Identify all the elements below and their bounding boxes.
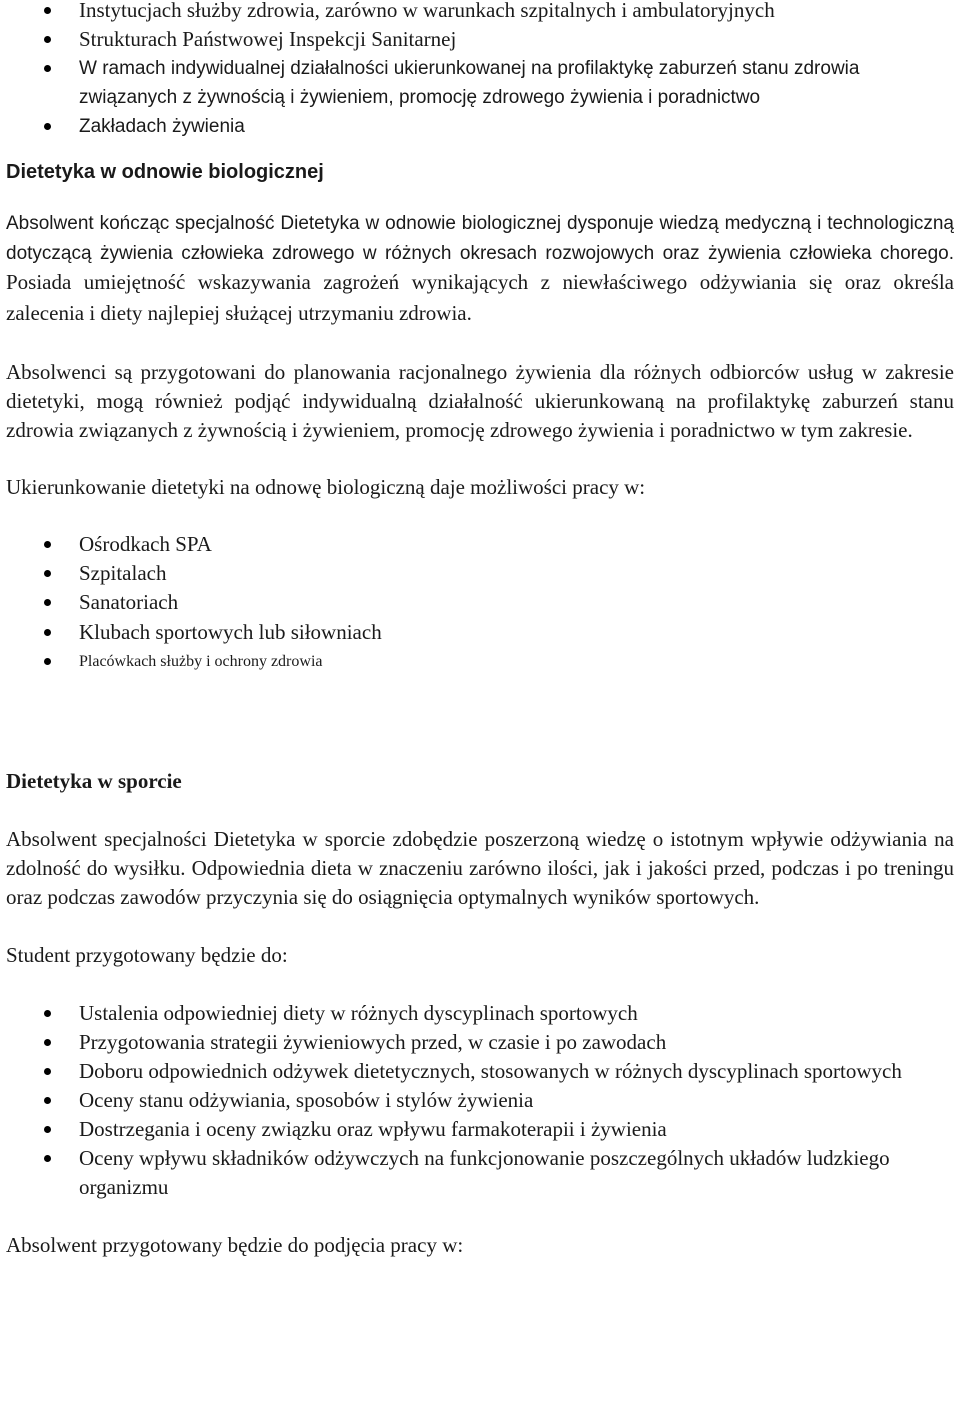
list-item: Oceny wpływu składników odżywczych na funkcjonowanie poszczególnych układów ludzkiego organizmu: [6, 1144, 954, 1202]
odnowa-paragraph-1-lead: Absolwent kończąc specjalność Dietetyka w odnowie biologicznej dysponuje wiedzą medyczną i technologiczną dotyczącą żywienia człowieka zdrowego w różnych okresach rozwojowych oraz żywienia człowieka chorego.: [6, 213, 954, 264]
list-item: Doboru odpowiednich odżywek dietetycznych, stosowanych w różnych dyscyplinach sportowych: [6, 1057, 954, 1086]
skills-list: [6, 999, 954, 1202]
list-item: Strukturach Państwowej Inspekcji Sanitarnej: [6, 25, 954, 54]
list-item: Klubach sportowych lub siłowniach: [6, 618, 954, 647]
document-page: [6, 0, 954, 1260]
sport-paragraph-1-lead: Absolwent specjalności Dietetyka w sporcie zdobędzie poszerzoną wiedzę o istotnym wpływie odżywiania na zdolność do wysiłku.: [6, 827, 954, 881]
workplace-list: [6, 530, 954, 676]
odnowa-paragraph-2: Absolwenci są przygotowani do planowania racjonalnego żywienia dla różnych odbiorców usług w zakresie dietetyki, mogą również podjąć indywidualną działalność ukierunkowaną na profilaktykę zaburzeń stanu zdrowia związanych z żywnością i żywieniem, promocję zdrowego żywienia i poradnictwo w tym zakresie.: [6, 360, 954, 442]
closing-line: Absolwent przygotowany będzie do podjęcia pracy w:: [6, 1233, 464, 1258]
intro-list: [6, 0, 954, 141]
odnowa-paragraph-1-tail: Posiada umiejętność wskazywania zagrożeń wynikających z niewłaściwego odżywiania się oraz określa zalecenia i diety najlepiej służącej utrzymaniu zdrowia.: [6, 270, 954, 325]
list-item: Sanatoriach: [6, 588, 954, 617]
section-heading-sport: Dietetyka w sporcie: [6, 769, 182, 794]
section-heading-odnowa: Dietetyka w odnowie biologicznej: [6, 161, 324, 183]
sport-paragraph-1-tail: Odpowiednia dieta w znaczeniu zarówno ilości, jak i jakości przed, podczas i po treningu oraz podczas zawodów przyczynia się do osiągnięcia optymalnych wyników sportowych.: [6, 856, 955, 910]
sport-paragraph-1: [6, 825, 954, 912]
list-item: Szpitalach: [6, 559, 954, 588]
list-item: Ustalenia odpowiedniej diety w różnych dyscyplinach sportowych: [6, 999, 954, 1028]
odnowa-paragraph-3: Ukierunkowanie dietetyki na odnowę biologiczną daje możliwości pracy w:: [6, 475, 646, 499]
list-item: Zakładach żywienia: [6, 112, 954, 141]
list-item: Placówkach służby i ochrony zdrowia: [6, 647, 954, 676]
list-item: Przygotowania strategii żywieniowych przed, w czasie i po zawodach: [6, 1028, 954, 1057]
list-item: Dostrzegania i oceny związku oraz wpływu farmakoterapii i żywienia: [6, 1115, 954, 1144]
odnowa-paragraph-1: [6, 209, 954, 329]
student-intro: Student przygotowany będzie do:: [6, 943, 288, 968]
list-item: Instytucjach służby zdrowia, zarówno w warunkach szpitalnych i ambulatoryjnych: [6, 0, 954, 25]
list-item: Ośrodkach SPA: [6, 530, 954, 559]
list-item: W ramach indywidualnej działalności ukierunkowanej na profilaktykę zaburzeń stanu zdrowia związanych z żywnością i żywieniem, promocję zdrowego żywienia i poradnictwo: [6, 54, 954, 112]
list-item: Oceny stanu odżywiania, sposobów i stylów żywienia: [6, 1086, 954, 1115]
